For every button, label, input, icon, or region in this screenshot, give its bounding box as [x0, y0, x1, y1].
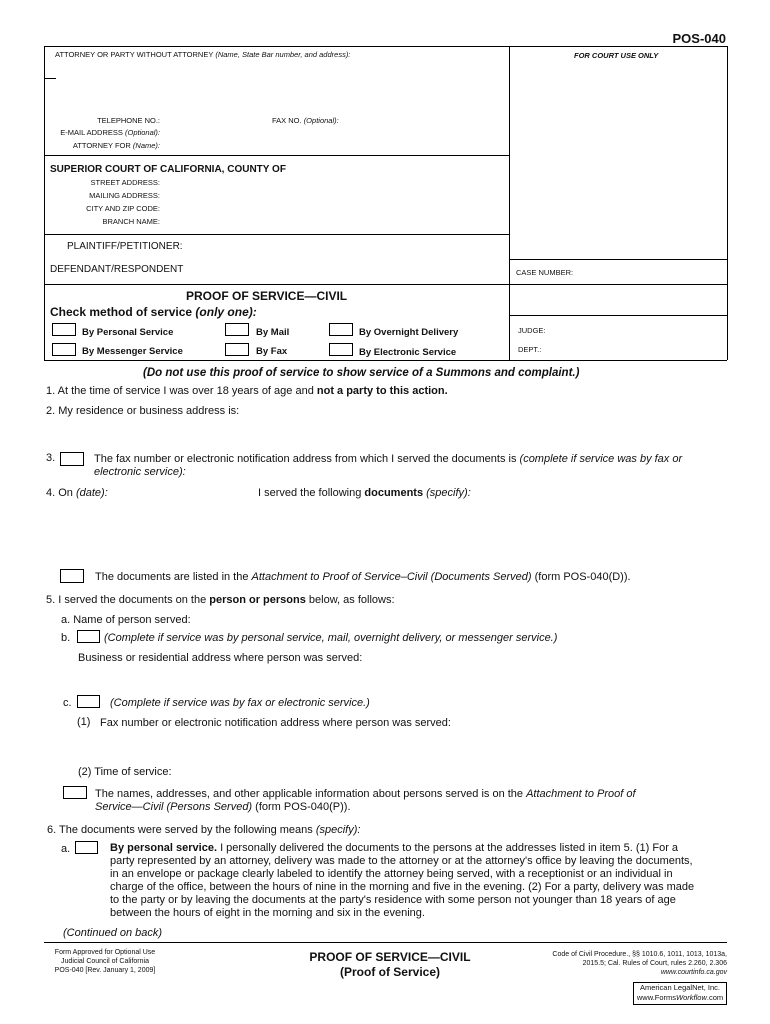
attorney-input-mark: [44, 78, 56, 79]
attachment-text: The documents are listed in the Attachment to Proof of Service–Civil (Documents Served) (form POS-040(D)).: [95, 571, 631, 583]
item-3-text: The fax number or electronic notification address from which I served the documents is (complete if service was by fax or: [94, 453, 683, 465]
mailing-address-label: MAILING ADDRESS:: [89, 191, 160, 200]
messenger-service-label: By Messenger Service: [82, 346, 183, 357]
mail-checkbox[interactable]: [225, 323, 249, 336]
fax-label: FAX NO. (Optional):: [272, 116, 339, 125]
item-5b-checkbox[interactable]: [77, 630, 100, 643]
legalnet-box: [633, 982, 727, 1005]
code-citation-block: [500, 950, 727, 977]
city-zip-label: CITY AND ZIP CODE:: [86, 204, 160, 213]
messenger-service-checkbox[interactable]: [52, 343, 76, 356]
electronic-service-checkbox[interactable]: [329, 343, 353, 356]
persons-attachment-text: The names, addresses, and other applicable information about persons served is on the Attachment to Proof of: [95, 788, 636, 800]
telephone-label: TELEPHONE NO.:: [97, 116, 160, 125]
approval-line-3: POS-040 [Rev. January 1, 2009]: [54, 967, 156, 974]
item-5b-address-label: Business or residential address where person was served:: [78, 652, 363, 664]
code-line-2: 2015.5; Cal. Rules of Court, rules 2.260, 2.306: [582, 960, 727, 967]
branch-name-label: BRANCH NAME:: [102, 217, 160, 226]
item-5c-text: (Complete if service was by fax or electronic service.): [110, 697, 370, 709]
electronic-service-label: By Electronic Service: [359, 347, 457, 358]
item-5c1-number: (1): [77, 716, 91, 728]
item-5b-text: (Complete if service was by personal service, mail, overnight delivery, or messenger service.): [104, 632, 558, 644]
item-6a-line-5: to the party or by leaving the documents at the party's residence with some person not younger than 18 years of age: [110, 894, 676, 906]
attorney-bottom-border: [44, 155, 509, 156]
personal-service-checkbox[interactable]: [52, 323, 76, 336]
item-3-checkbox[interactable]: [60, 452, 84, 466]
item-6a-checkbox[interactable]: [75, 841, 98, 854]
item-6a-line-6: between the hours of eight in the morning and six in the evening.: [110, 907, 425, 919]
item-5a: a. Name of person served:: [61, 614, 191, 626]
fax-checkbox[interactable]: [225, 343, 249, 356]
court-bottom-border: [44, 234, 509, 235]
approval-block: [44, 948, 166, 975]
item-5: 5. I served the documents on the person or persons below, as follows:: [46, 594, 395, 606]
item-5c2-text: (2) Time of service:: [78, 766, 172, 778]
footer-subtitle: (Proof of Service): [339, 965, 441, 979]
overnight-delivery-label: By Overnight Delivery: [359, 327, 459, 338]
header-top-border: [44, 46, 727, 47]
summons-notice: (Do not use this proof of service to show service of a Summons and complaint.): [143, 367, 580, 379]
court-title: SUPERIOR COURT OF CALIFORNIA, COUNTY OF: [50, 164, 286, 175]
approval-line-1: Form Approved for Optional Use: [54, 949, 156, 956]
item-2: 2. My residence or business address is:: [46, 405, 240, 417]
attorney-for-label: ATTORNEY FOR (Name):: [72, 141, 160, 150]
parties-bottom-border: [44, 284, 727, 285]
item-4-date: 4. On (date):: [46, 487, 108, 499]
email-label: E-MAIL ADDRESS (Optional):: [60, 128, 160, 137]
header-right-border: [727, 46, 728, 360]
street-address-label: STREET ADDRESS:: [90, 178, 160, 187]
code-line-1: Code of Civil Procedure., §§ 1010.6, 1011, 1013, 1013a,: [552, 951, 727, 958]
form-title: PROOF OF SERVICE—CIVIL: [186, 289, 348, 303]
item-6a-line-2: party represented by an attorney, delivery was made to the attorney or at the attorney's office by leaving the documents,: [110, 855, 693, 867]
legalnet-name: American LegalNet, Inc.: [639, 983, 721, 992]
attorney-label: ATTORNEY OR PARTY WITHOUT ATTORNEY (Name, State Bar number, and address):: [55, 50, 351, 59]
persons-attachment-text-cont: Service—Civil (Persons Served) (form POS-040(P)).: [95, 801, 351, 813]
form-number: POS-040: [672, 31, 726, 46]
footer-rule: [44, 942, 727, 943]
item-4-documents: I served the following documents (specify):: [258, 487, 471, 499]
item-5c-label: c.: [63, 697, 72, 709]
persons-attachment-checkbox[interactable]: [63, 786, 87, 799]
item-6a-line-3: in an envelope or package clearly labeled to identify the attorney being served, with a receptionist or an individual in: [110, 868, 673, 880]
item-5c1-text: Fax number or electronic notification address where person was served:: [100, 717, 451, 729]
item-3-number: 3.: [46, 452, 56, 464]
court-website-link[interactable]: www.courtinfo.ca.gov: [660, 969, 727, 976]
dept-label: DEPT.:: [518, 345, 542, 354]
item-6a-line-1: By personal service. I personally delivered the documents to the persons at the addresses listed in item 5. (1) For a: [110, 842, 679, 854]
formsworkflow-link[interactable]: www.FormsWorkflow.com: [636, 993, 724, 1002]
approval-line-2: Judicial Council of California: [61, 958, 149, 965]
item-6a-line-4: charge of the office, between the hours of nine in the morning and five in the evening. (2) For a party, delivery was made: [110, 881, 695, 893]
personal-service-label: By Personal Service: [82, 327, 174, 338]
item-1: 1. At the time of service I was over 18 years of age and not a party to this action.: [46, 385, 448, 397]
footer-title: PROOF OF SERVICE—CIVIL: [309, 950, 471, 964]
case-number-top-border: [509, 259, 727, 260]
item-3-text-cont: electronic service):: [94, 466, 186, 478]
mail-label: By Mail: [256, 327, 290, 338]
court-use-divider: [509, 46, 510, 360]
plaintiff-label: PLAINTIFF/PETITIONER:: [67, 241, 183, 252]
item-6a-label: a.: [61, 843, 71, 855]
continued-on-back: (Continued on back): [63, 927, 163, 939]
defendant-label: DEFENDANT/RESPONDENT: [50, 264, 184, 275]
judge-top-border: [509, 315, 727, 316]
attachment-checkbox[interactable]: [60, 569, 84, 583]
case-number-label: CASE NUMBER:: [516, 268, 574, 277]
overnight-delivery-checkbox[interactable]: [329, 323, 353, 336]
fax-label: By Fax: [256, 346, 288, 357]
judge-label: JUDGE:: [518, 326, 546, 335]
item-5b-label: b.: [61, 632, 71, 644]
check-method-label: Check method of service (only one):: [50, 305, 257, 319]
court-use-label: FOR COURT USE ONLY: [574, 51, 659, 60]
footer-title-block: [300, 950, 480, 980]
header-left-border: [44, 46, 45, 360]
header-bottom-border: [44, 360, 727, 361]
item-6: 6. The documents were served by the following means (specify):: [47, 824, 361, 836]
item-5c-checkbox[interactable]: [77, 695, 100, 708]
